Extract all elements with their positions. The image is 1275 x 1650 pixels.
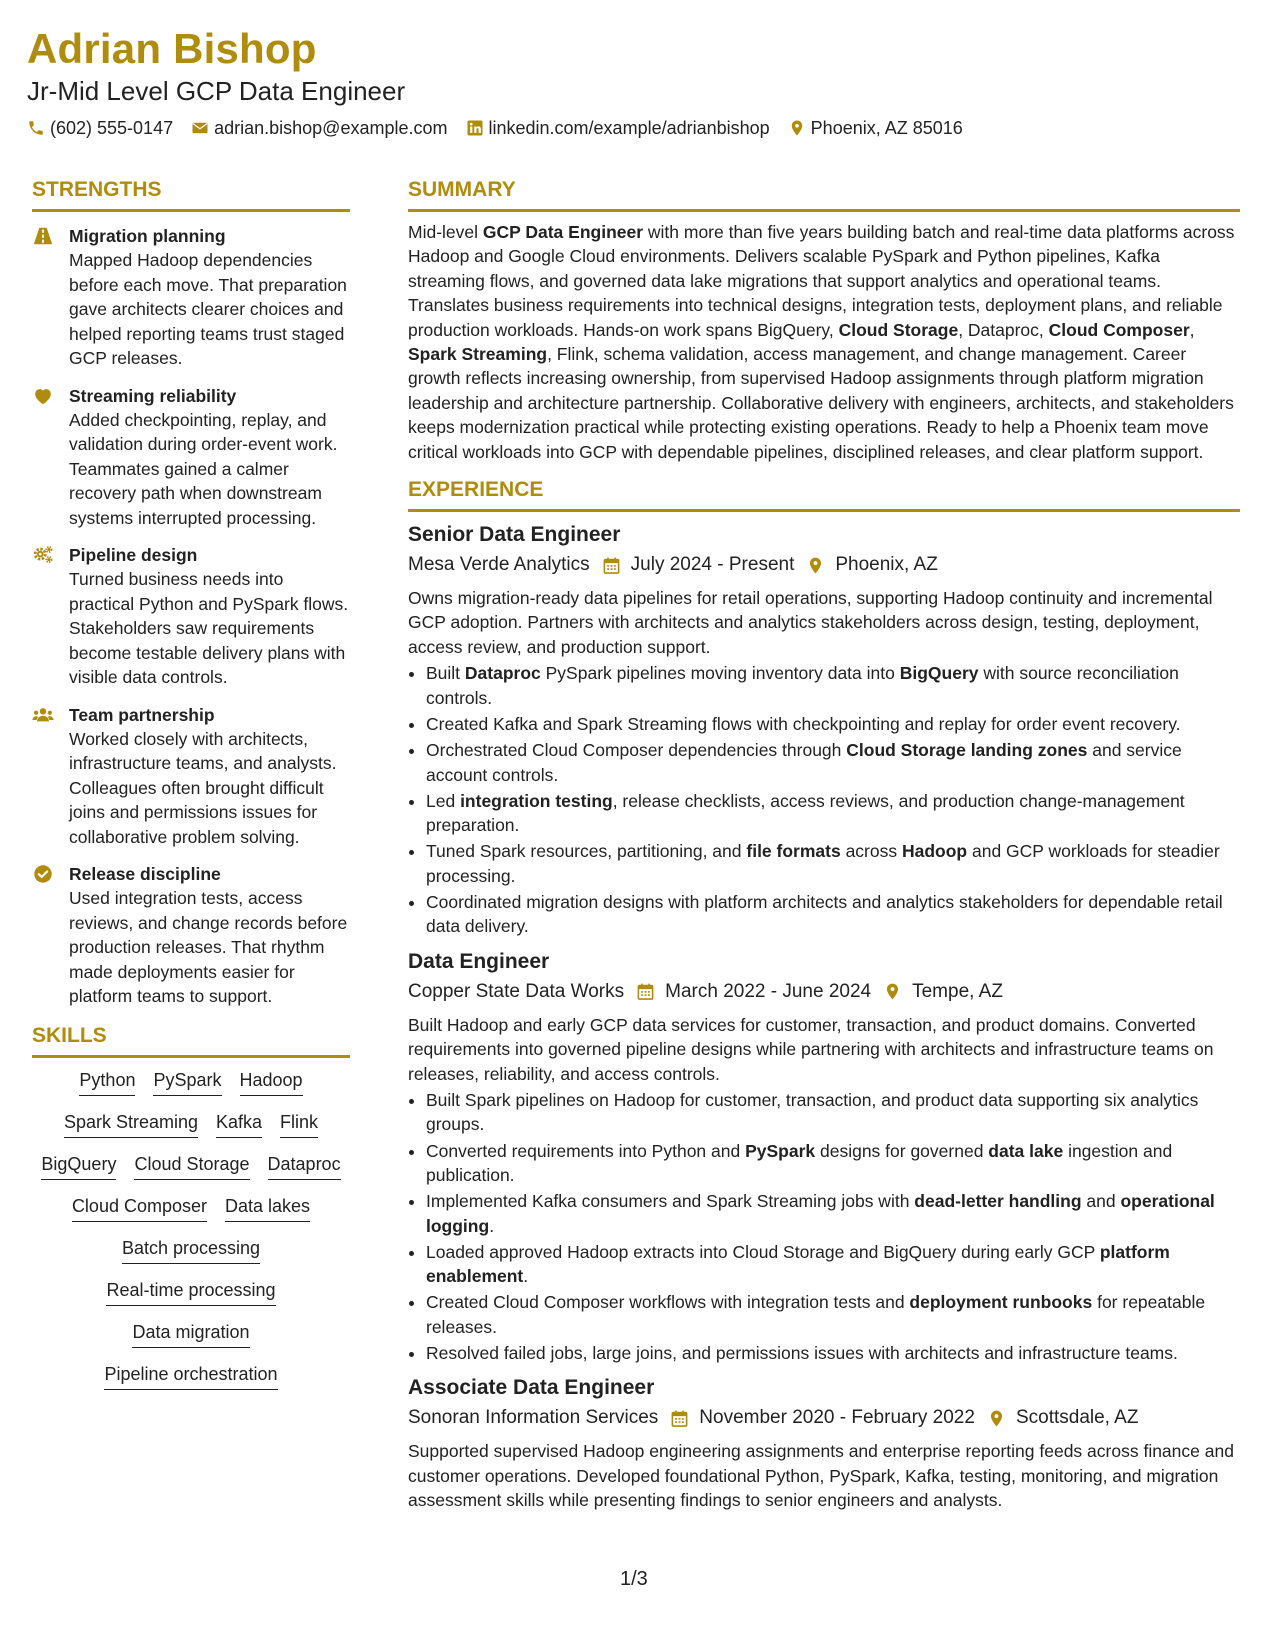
job-description: Owns migration-ready data pipelines for retail operations, supporting Hadoop continuity and incremental GCP adoption. Partners with architects and analytics stakeholders across design, testing, deployment, access review, and production support. xyxy=(408,588,1213,657)
job-title: Data Engineer xyxy=(408,949,550,973)
strengths-list xyxy=(32,224,350,1009)
bold-text: operational logging xyxy=(426,1191,1215,1236)
job-entry xyxy=(408,947,1240,1366)
calendar-icon xyxy=(670,1409,689,1428)
bold-text: Cloud Storage landing zones xyxy=(846,740,1088,761)
left-column xyxy=(32,176,350,1404)
job-bullet: • Tuned Spark resources, partitioning, and file formats across Hadoop and GCP workloads for steadier processing. xyxy=(426,839,1240,888)
contact-linkedin[interactable] xyxy=(466,116,770,140)
bold-text: Dataproc xyxy=(464,663,541,684)
job-location: Scottsdale, AZ xyxy=(1015,1407,1139,1429)
skill-tag: Real-time processing xyxy=(106,1278,275,1306)
job-bullet: • Resolved failed jobs, large joins, and permissions issues with architects and infrastructure teams. xyxy=(426,1341,1240,1365)
skill-row xyxy=(32,1110,350,1138)
skill-tag: BigQuery xyxy=(41,1152,116,1180)
bold-text: integration testing xyxy=(460,790,613,811)
job-dates: November 2020 - February 2022 xyxy=(699,1407,975,1429)
strength-desc: Worked closely with architects, infrastructure teams, and analysts. Colleagues often brought difficult joins and permissions issues for collaborative problem solving. xyxy=(69,728,337,847)
location-text: Phoenix, AZ 85016 xyxy=(810,118,963,138)
job-meta xyxy=(408,552,1240,578)
bold-text: BigQuery xyxy=(899,663,979,684)
bold-text: Spark Streaming xyxy=(408,344,548,365)
job-bullet: • Loaded approved Hadoop extracts into Cloud Storage and BigQuery during early GCP platform enablement. xyxy=(426,1240,1240,1289)
job-location: Tempe, AZ xyxy=(912,980,1003,1002)
phone-number: (602) 555-0147 xyxy=(50,118,174,138)
job-description: Supported supervised Hadoop engineering assignments and enterprise reporting feeds across finance and customer operations. Developed foundational Python, PySpark, Kafka, testing, monitoring, and migration assessment skills while presenting findings to senior engineers and analysts. xyxy=(408,1441,1234,1511)
skill-tag: Hadoop xyxy=(240,1068,303,1096)
job-bullet: • Led integration testing, release checklists, access reviews, and production change-management preparation. xyxy=(426,789,1240,838)
bold-text: PySpark xyxy=(745,1140,816,1161)
contact-bar xyxy=(27,116,1227,140)
job-dates: March 2022 - June 2024 xyxy=(665,980,872,1002)
skills-heading: SKILLS xyxy=(32,1022,350,1058)
skill-tag: Flink xyxy=(280,1110,318,1138)
skill-row xyxy=(32,1236,350,1264)
contact-location xyxy=(788,116,963,140)
skills-section xyxy=(32,1022,350,1390)
strength-title: Streaming reliability xyxy=(69,385,237,406)
skill-tag: Batch processing xyxy=(122,1236,260,1264)
bold-text: GCP Data Engineer xyxy=(482,222,644,242)
experience-section xyxy=(408,476,1240,1513)
envelope-icon xyxy=(191,119,209,137)
strength-desc: Used integration tests, access reviews, and change records before production releases. That rhythm made deployments easier for platform teams to support. xyxy=(69,888,348,1006)
job-title: Senior Data Engineer xyxy=(408,523,621,547)
strength-title: Team partnership xyxy=(69,704,215,725)
bold-text: dead-letter handling xyxy=(914,1191,1082,1212)
job-bullet: • Created Cloud Composer workflows with integration tests and deployment runbooks for repeatable releases. xyxy=(426,1290,1240,1339)
contact-email[interactable] xyxy=(191,116,447,140)
skills-list xyxy=(32,1068,350,1390)
job-bullets xyxy=(408,1088,1240,1365)
linkedin-icon xyxy=(466,119,484,137)
map-pin-icon xyxy=(883,982,902,1001)
heart-icon xyxy=(32,385,54,407)
job-meta xyxy=(408,1405,1240,1431)
map-pin-icon xyxy=(788,119,806,137)
candidate-name: Adrian Bishop xyxy=(27,25,317,72)
summary-heading: SUMMARY xyxy=(408,176,1240,212)
bold-text: Cloud Storage xyxy=(838,319,959,340)
job-description: Built Hadoop and early GCP data services for customer, transaction, and product domains. Converted requirements into governed pipeline designs while partnering with architects and infrastructure teams on releases, reliability, and access controls. xyxy=(408,1014,1214,1084)
skill-row xyxy=(32,1194,350,1222)
skill-tag: Data migration xyxy=(132,1320,249,1348)
bold-text: Cloud Composer xyxy=(1048,319,1190,340)
job-bullet: • Implemented Kafka consumers and Spark Streaming jobs with dead-letter handling and operational logging. xyxy=(426,1189,1240,1238)
cogs-icon xyxy=(32,544,54,566)
calendar-icon xyxy=(602,556,621,575)
strengths-heading: STRENGTHS xyxy=(32,176,350,212)
skill-row xyxy=(32,1152,350,1180)
phone-icon xyxy=(27,119,45,137)
strength-title: Pipeline design xyxy=(69,545,198,565)
skill-tag: Spark Streaming xyxy=(64,1110,198,1138)
users-icon xyxy=(32,704,54,726)
bold-text: Hadoop xyxy=(901,841,968,862)
strength-desc: Added checkpointing, replay, and validation during order-event work. Teammates gained a calmer recovery path when downstream systems interrupted processing. xyxy=(69,409,338,528)
job-bullet: • Built Spark pipelines on Hadoop for customer, transaction, and product data supporting six analytics groups. xyxy=(426,1088,1240,1137)
skill-tag: Cloud Composer xyxy=(72,1194,207,1222)
skill-row xyxy=(32,1320,350,1348)
contact-phone xyxy=(27,116,173,140)
strength-item xyxy=(32,543,350,690)
job-bullets xyxy=(408,661,1240,938)
resume-header xyxy=(27,24,1227,140)
strength-item xyxy=(32,384,350,531)
check-circle-icon xyxy=(32,863,54,885)
job-company: Sonoran Information Services xyxy=(408,1407,659,1429)
skill-tag: Python xyxy=(79,1068,135,1096)
job-entry xyxy=(408,520,1240,939)
job-bullet: • Created Kafka and Spark Streaming flows with checkpointing and replay for order event recovery. xyxy=(426,712,1240,736)
map-pin-icon xyxy=(987,1409,1006,1428)
right-column xyxy=(408,176,1240,1513)
linkedin-url: linkedin.com/example/adrianbishop xyxy=(488,118,770,138)
bold-text: deployment runbooks xyxy=(909,1292,1093,1313)
job-bullet: • Orchestrated Cloud Composer dependencies through Cloud Storage landing zones and service account controls. xyxy=(426,738,1240,787)
map-pin-icon xyxy=(806,556,825,575)
strength-desc: Turned business needs into practical Python and PySpark flows. Stakeholders saw requirements become testable delivery plans with visible data controls. xyxy=(69,569,349,687)
strength-item xyxy=(32,703,350,850)
strength-title: Migration planning xyxy=(69,226,226,246)
summary-text: Mid-level GCP Data Engineer with more than five years building batch and real-time data platforms across Hadoop and Google Cloud environments. Delivers scalable PySpark and Python pipelines, Kafka streaming flows, and governed data lake migrations that support analytics and operational teams. Translates business requirements into technical designs, integration tests, deployment plans, and reliable production workloads. Hands-on work spans BigQuery, Cloud Storage, Dataproc, Cloud Composer, Spark Streaming, Flink, schema validation, access management, and change management. Career growth reflects increasing ownership, from supervised Hadoop assignments through platform migration leadership and architecture partnership. Collaborative delivery with engineers, architects, and stakeholders keeps modernization practical while protecting existing operations. Ready to help a Phoenix team move critical workloads into GCP with dependable pipelines, disciplined releases, and clear platform support. xyxy=(408,222,1235,462)
skill-tag: Kafka xyxy=(216,1110,262,1138)
job-meta xyxy=(408,979,1240,1005)
page-number: 1/3 xyxy=(620,1568,648,1590)
strength-title: Release discipline xyxy=(69,864,221,884)
skill-tag: PySpark xyxy=(153,1068,221,1096)
calendar-icon xyxy=(636,982,655,1001)
bold-text: file formats xyxy=(746,841,841,862)
bold-text: platform enablement xyxy=(426,1241,1170,1287)
skill-tag: Dataproc xyxy=(268,1152,341,1180)
skill-tag: Pipeline orchestration xyxy=(104,1362,277,1390)
job-location: Phoenix, AZ xyxy=(835,554,938,576)
candidate-title: Jr-Mid Level GCP Data Engineer xyxy=(27,76,406,106)
job-bullet: • Coordinated migration designs with platform architects and analytics stakeholders for dependable retail data delivery. xyxy=(426,890,1240,939)
skill-row xyxy=(32,1278,350,1306)
strength-item xyxy=(32,224,350,371)
road-icon xyxy=(32,225,54,247)
skill-tag: Data lakes xyxy=(225,1194,310,1222)
job-company: Copper State Data Works xyxy=(408,980,625,1002)
experience-heading: EXPERIENCE xyxy=(408,476,1240,512)
skill-row xyxy=(32,1068,350,1096)
job-bullet: • Built Dataproc PySpark pipelines moving inventory data into BigQuery with source reconciliation controls. xyxy=(426,661,1240,710)
bold-text: data lake xyxy=(988,1140,1064,1161)
job-entry xyxy=(408,1373,1240,1512)
strength-desc: Mapped Hadoop dependencies before each move. That preparation gave architects clearer choices and helped reporting teams trust staged GCP releases. xyxy=(69,250,347,368)
strength-item xyxy=(32,862,350,1009)
skill-row xyxy=(32,1362,350,1390)
email-address: adrian.bishop@example.com xyxy=(214,118,448,138)
job-title: Associate Data Engineer xyxy=(408,1376,655,1400)
job-bullet: • Converted requirements into Python and PySpark designs for governed data lake ingestion and publication. xyxy=(426,1139,1240,1188)
job-dates: July 2024 - Present xyxy=(630,554,795,576)
skill-tag: Cloud Storage xyxy=(134,1152,249,1180)
job-company: Mesa Verde Analytics xyxy=(408,554,590,576)
